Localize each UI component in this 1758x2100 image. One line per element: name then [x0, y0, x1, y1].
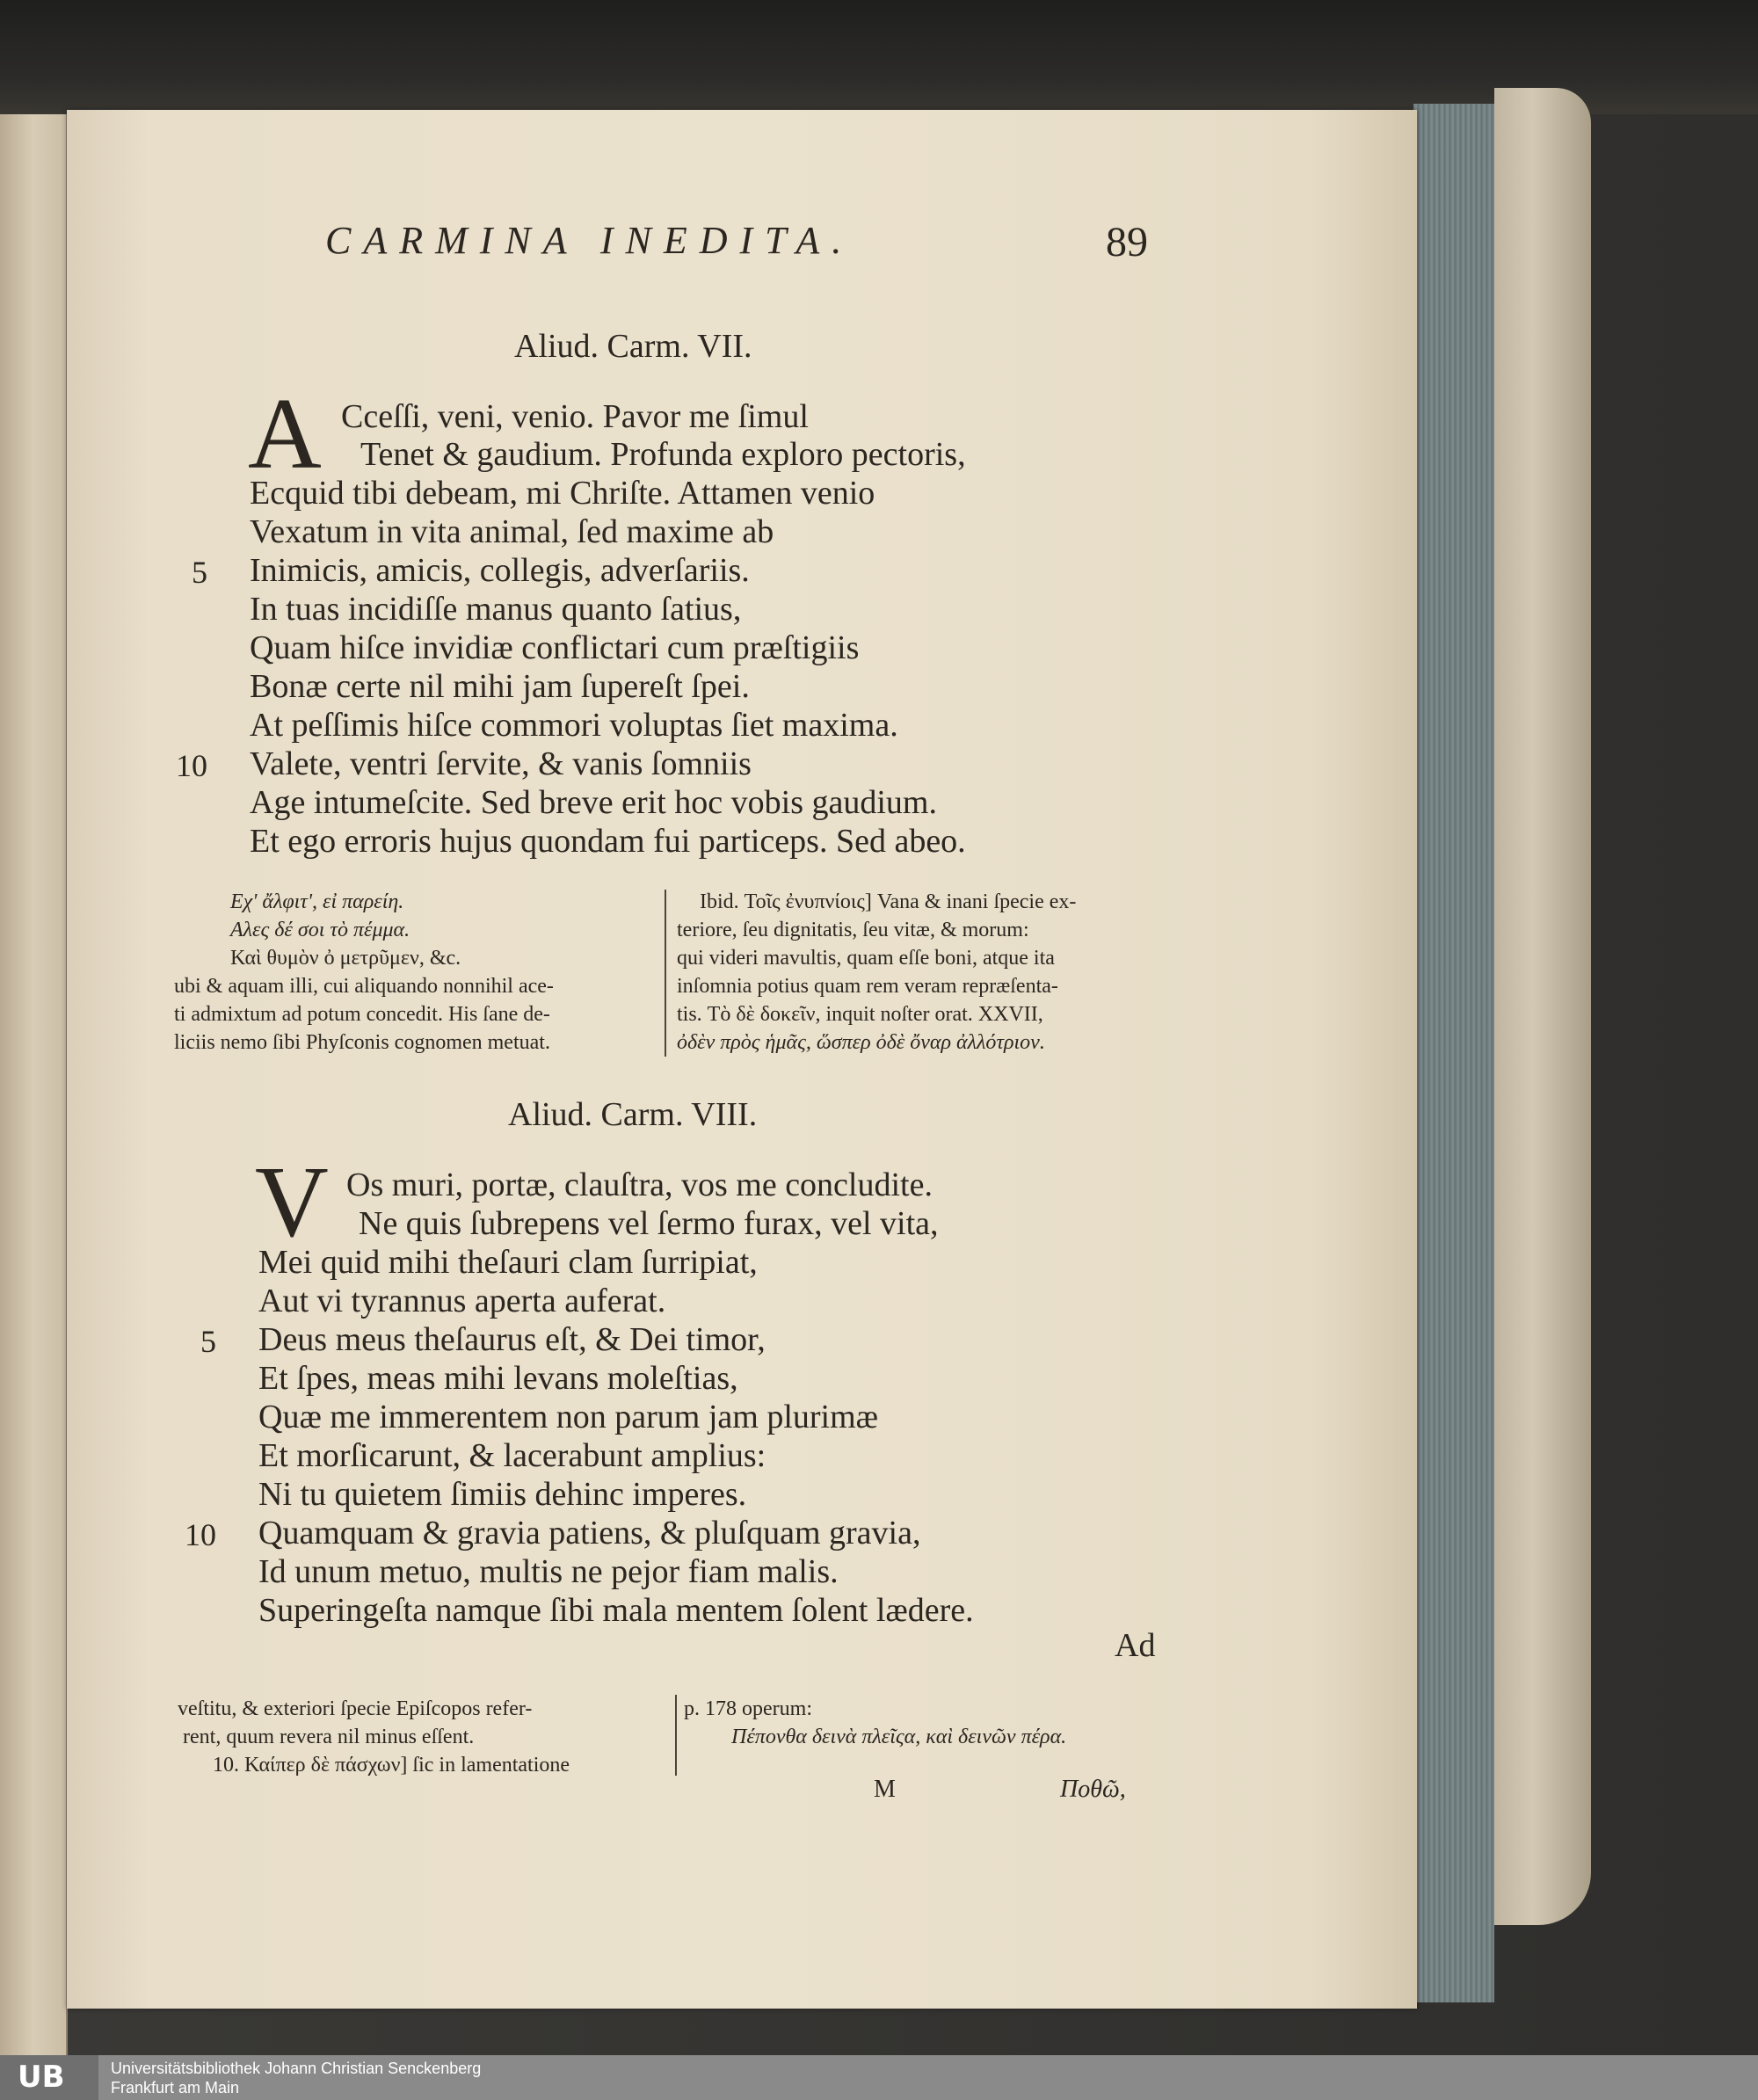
verse-line: Aut vi tyrannus aperta auferat.	[258, 1283, 666, 1319]
verse-line: Quæ me immerentem non parum jam plurimæ	[258, 1399, 878, 1435]
signature-mark: M	[874, 1776, 896, 1803]
verse-line: Vexatum in vita animal, ſed maxime ab	[250, 513, 774, 550]
footnote-line: Ibid. Τοῖς ἐνυπνίοις] Vana & inani ſpecie ex-	[700, 890, 1077, 913]
verse-line: Ne quis ſubrepens vel ſermo furax, vel vita,	[359, 1205, 939, 1242]
footnote-line: teriore, ſeu dignitatis, ſeu vitæ, & morum:	[677, 919, 1029, 941]
footnote-line: 10. Καίπερ δὲ πάσχων] ſic in lamentatione	[213, 1754, 570, 1777]
footnote-line: Καὶ θυμὸν ὀ μετρῦμεν, &c.	[230, 947, 461, 970]
verse-line: Ecquid tibi debeam, mi Chriſte. Attamen venio	[250, 475, 875, 512]
verse-line: At peſſimis hiſce commori voluptas ſiet maxima.	[250, 707, 898, 744]
verse-line: Tenet & gaudium. Profunda exploro pectoris,	[360, 436, 966, 473]
book-edge	[1494, 88, 1591, 1925]
poem-title: Aliud. Carm. VII.	[514, 328, 752, 365]
verse-line: Deus meus theſaurus eſt, & Dei timor,	[258, 1321, 766, 1358]
footnote-line: Εχ' ἄλφιτ', εἰ παρείη.	[230, 890, 404, 913]
line-number: 10	[185, 1517, 216, 1552]
verse-line: Et ego erroris hujus quondam fui particeps. Sed abeo.	[250, 823, 966, 860]
drop-cap: V	[255, 1146, 329, 1259]
poem-title: Aliud. Carm. VIII.	[508, 1096, 758, 1133]
footer-bar	[98, 2055, 1758, 2100]
page-stack-edge	[1413, 104, 1494, 2002]
verse-line: Et morſicarunt, & lacerabunt amplius:	[258, 1437, 766, 1474]
footnote-line: liciis nemo ſibi Phyſconis cognomen metuat.	[174, 1031, 550, 1054]
line-number: 5	[200, 1324, 216, 1359]
verse-line: Valete, ventri ſervite, & vanis ſomniis	[250, 745, 752, 782]
verse-line: Os muri, portæ, clauſtra, vos me concludite.	[346, 1166, 933, 1203]
line-number: 10	[176, 748, 207, 783]
footnote-line: ti admixtum ad potum concedit. His ſane de-	[174, 1003, 550, 1026]
catchword: Ποθῶ,	[1060, 1776, 1126, 1803]
footnote-line: rent, quum revera nil minus eſſent.	[183, 1726, 475, 1748]
verse-line: Id unum metuo, multis ne pejor fiam malis.	[258, 1553, 839, 1590]
footnote-line: inſomnia potius quam rem veram repræſenta-	[677, 975, 1058, 998]
verse-line: Mei quid mihi theſauri clam ſurripiat,	[258, 1244, 758, 1281]
verse-line: Superingeſta namque ſibi mala mentem ſolent lædere.	[258, 1592, 974, 1629]
verse-line: Ni tu quietem ſimiis dehinc imperes.	[258, 1476, 747, 1513]
footer-line: Frankfurt am Main	[111, 2079, 240, 2096]
column-rule	[675, 1695, 677, 1776]
footer-line: Universitätsbibliothek Johann Christian Senckenberg	[111, 2060, 482, 2077]
verse-line: Cceſſi, veni, venio. Pavor me ſimul	[341, 398, 809, 435]
footnote-line: Πέπονθα δεινὰ πλεῖςα, καὶ δεινῶν πέρα.	[731, 1726, 1067, 1748]
footnote-line: veſtitu, & exteriori ſpecie Epiſcopos refer-	[178, 1697, 533, 1720]
verse-line: Et ſpes, meas mihi levans moleſtias,	[258, 1360, 738, 1397]
footnote-line: ὀδὲν πρὸς ἡμᾶς, ὥσπερ ὀδὲ ὄναρ ἀλλότριον.	[677, 1031, 1045, 1054]
library-logo-text: UB	[18, 2060, 65, 2095]
footnote-line: tis. Τὸ δὲ δοκεῖν, inquit noſter orat. XXVII,	[677, 1003, 1043, 1026]
verse-line: Quam hiſce invidiæ conflictari cum præſtigiis	[250, 629, 860, 666]
verse-line: Inimicis, amicis, collegis, adverſariis.	[250, 552, 750, 589]
verse-line: Quamquam & gravia patiens, & pluſquam gravia,	[258, 1515, 921, 1551]
catchword: Ad	[1115, 1627, 1156, 1664]
verse-line: Bonæ certe nil mihi jam ſupereſt ſpei.	[250, 668, 750, 705]
library-logo	[0, 2055, 98, 2100]
page-number: 89	[1106, 219, 1148, 265]
drop-cap: A	[248, 378, 322, 490]
footnote-line: qui videri mavultis, quam eſſe boni, atque ita	[677, 947, 1055, 970]
running-head: CARMINA INEDITA.	[325, 219, 854, 262]
column-rule	[665, 890, 666, 1057]
footnote-line: p. 178 operum:	[684, 1697, 812, 1720]
line-number: 5	[192, 555, 207, 590]
footnote-line: ubi & aquam illi, cui aliquando nonnihil ace-	[174, 975, 554, 998]
previous-page-edge	[0, 114, 68, 2055]
verse-line: In tuas incidiſſe manus quanto ſatius,	[250, 591, 742, 628]
verse-line: Age intumeſcite. Sed breve erit hoc vobis gaudium.	[250, 784, 937, 821]
footnote-line: Αλες δέ σοι τὸ πέμμα.	[230, 919, 410, 941]
